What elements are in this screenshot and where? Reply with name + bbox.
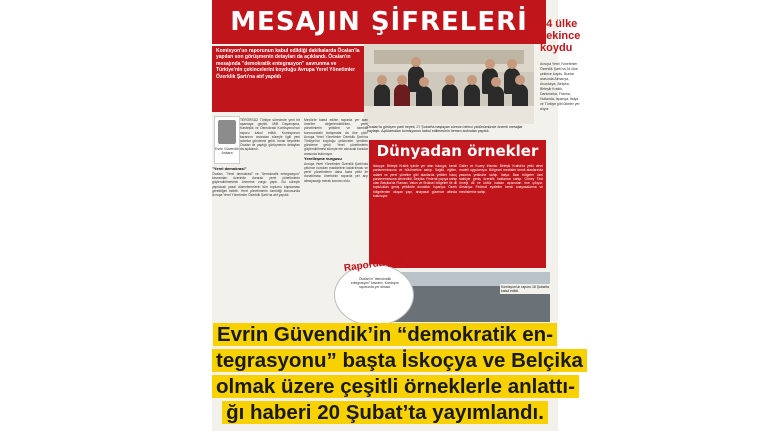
caption-line: ğı haberi 20 Şubat’ta yayımlandı. — [212, 400, 558, 426]
world-examples-right: Galler ve Kuzey İrlanda: Birleşik Krallık'ta yetki devri modeli uygulanıyor. Bölgesel meclisler kendi alanlarında yasama yetkisine sahip. İtalya: Bazı bölgeler özel statüyle geniş özerklik haklarına sahip. Güney Tirol örneği dil ve kültür hakları açısından öne çıkıyor. Almanya: Federal eyaletler kendi anayasalarına ve meclislerine sahip. — [459, 164, 543, 194]
article-column-1b — [212, 166, 300, 326]
paragraph: Öcalan, "Yerel demokrasi" ve "demokratik entegrasyon" kavramları üzerinde durarak yerel yönetimlerin güçlendirilmesinin önemine vurgu yaptı. Bu süreçte yapılacak yasal düzenlemelerin tüm toplumu kapsaması gerektiğini belirtti. Yerel yönetimlerin özerkliği konusunda Avrupa Yerel Yönetimler Özerklik Şartı'na atıf yapıldı. — [212, 172, 300, 198]
side-reference-title: 34 ülke çekince koydu — [540, 18, 581, 54]
bubble-text: Öcalan'ın "demokratik entegrasyon" kavramı, Komisyon raporunda yer almadı. — [350, 277, 400, 290]
caption-line: Evrin Güvendik’in “demokratik en- — [212, 322, 558, 348]
world-examples-left: İskoçya: Birleşik Krallık içinde yer alan İskoçya, kendi parlamentosuna ve hükümetine sahip. Sağlık, eğitim, adalet ve yerel yönetim gibi alanlarda yetkiler İskoç parlamentosuna devredildi. Belçika: Federal yapıya sahip olan Belçika'da Flaman, Valon ve Brüksel bölgeleri ile dil toplulukları geniş yetkilerle donatıldı. İspanya: Özerk bölgelerden oluşan yapı, anayasal güvence altında bulunuyor. — [373, 164, 457, 199]
paragraph: Avrupa Yerel Yönetimler Özerklik Şartı'nda çekince konulan maddelerin kaldırılması ve yerel yönetimlerin daha fazla yetki ile donatılması önerisinin raporda yer alıp almayacağı merak konusu oldu. — [304, 161, 368, 183]
author-photo — [218, 120, 236, 144]
side-reference — [540, 0, 584, 210]
side-reference-body: Avrupa Yerel Yönetimler Özerklik Şartı'na 34 ülke çekince koydu. Bunlar arasında Almanya, Avusturya, Belçika, Birleşik Krallık, Danimarka, Fransa, Hollanda, İspanya, İtalya ve Türkiye gibi ülkeler yer alıyor. — [540, 62, 580, 111]
caption-line: olmak üzere çeşitli örneklerle anlattı- — [212, 374, 558, 400]
subheading: "Yerel demokrasi" — [212, 166, 247, 171]
headline: MESAJIN ŞİFRELERİ — [212, 0, 546, 44]
meeting-table — [364, 106, 534, 124]
paragraph: Meclis'te kabul edilen raporda yer alan öneriler değerlendirilirken, yerel yönetimlerin yetkileri ve özerklik konusundaki tartışmalar da öne çıktı. Avrupa Yerel Yönetimler Özerklik Şartı'na Türkiye'nin koyduğu çekinceler yeniden gündeme geldi. Yerel yönetimlerin güçlendirilmesi süreçte ele alınacak konular arasında bulunuyor. — [304, 118, 368, 156]
author-box — [214, 116, 240, 164]
building-photo-caption: Komisyon'un raporu 18 Şubat'ta kabul edildi. — [500, 284, 554, 294]
bubble-title: Raporda yok — [343, 254, 405, 275]
meeting-photo — [364, 44, 534, 124]
photo-banner — [374, 50, 524, 64]
author-name: Evrin Güvendik Ankara — [215, 147, 239, 155]
world-examples-box — [369, 140, 546, 268]
subheading: Yerelleşme vurgusu — [304, 155, 342, 161]
report-bubble — [334, 254, 414, 326]
world-examples-title: Dünyadan örnekler — [376, 142, 539, 160]
highlight-caption — [212, 322, 583, 426]
photo-caption: Öcalan'la görüşen parti heyeti, 27 Şubat'ta başlayan sürecin birinci yıldönümünde önemli mesajlar paylaştı. Açıklamaları komisyonun kabul edilmesinin hemen ardından yapıldı. — [367, 125, 523, 134]
caption-line: tegrasyonu” başta İskoçya ve Belçika — [212, 348, 558, 374]
summary-box: Komisyon'un raporunun kabul edildiği dakikalarda Öcalan'la yapılan son görüşmenin detayları da açıklandı. Öcalan'ın mesajında "demokratik entegrasyon" savrunma ve Türkiye'nin çekincelerini koyduğu Avrupa Yerel Yönetimler Özerklik Şartı'na atıf yapıldı — [212, 46, 364, 112]
article-column-1: TERÖRSÜZ Türkiye sürecinde yeni bir aşamaya geçildi. Milli Dayanışma, Kardeşlik ve Demokrasi Komisyonu'nun raporu kabul edildi. Komisyonun kararının ardından süreçle ilgili yeni adımlar gündeme geldi. İmralı heyetinin Öcalan ile yaptığı görüşmenin detayları da açıklandı. — [240, 118, 300, 152]
